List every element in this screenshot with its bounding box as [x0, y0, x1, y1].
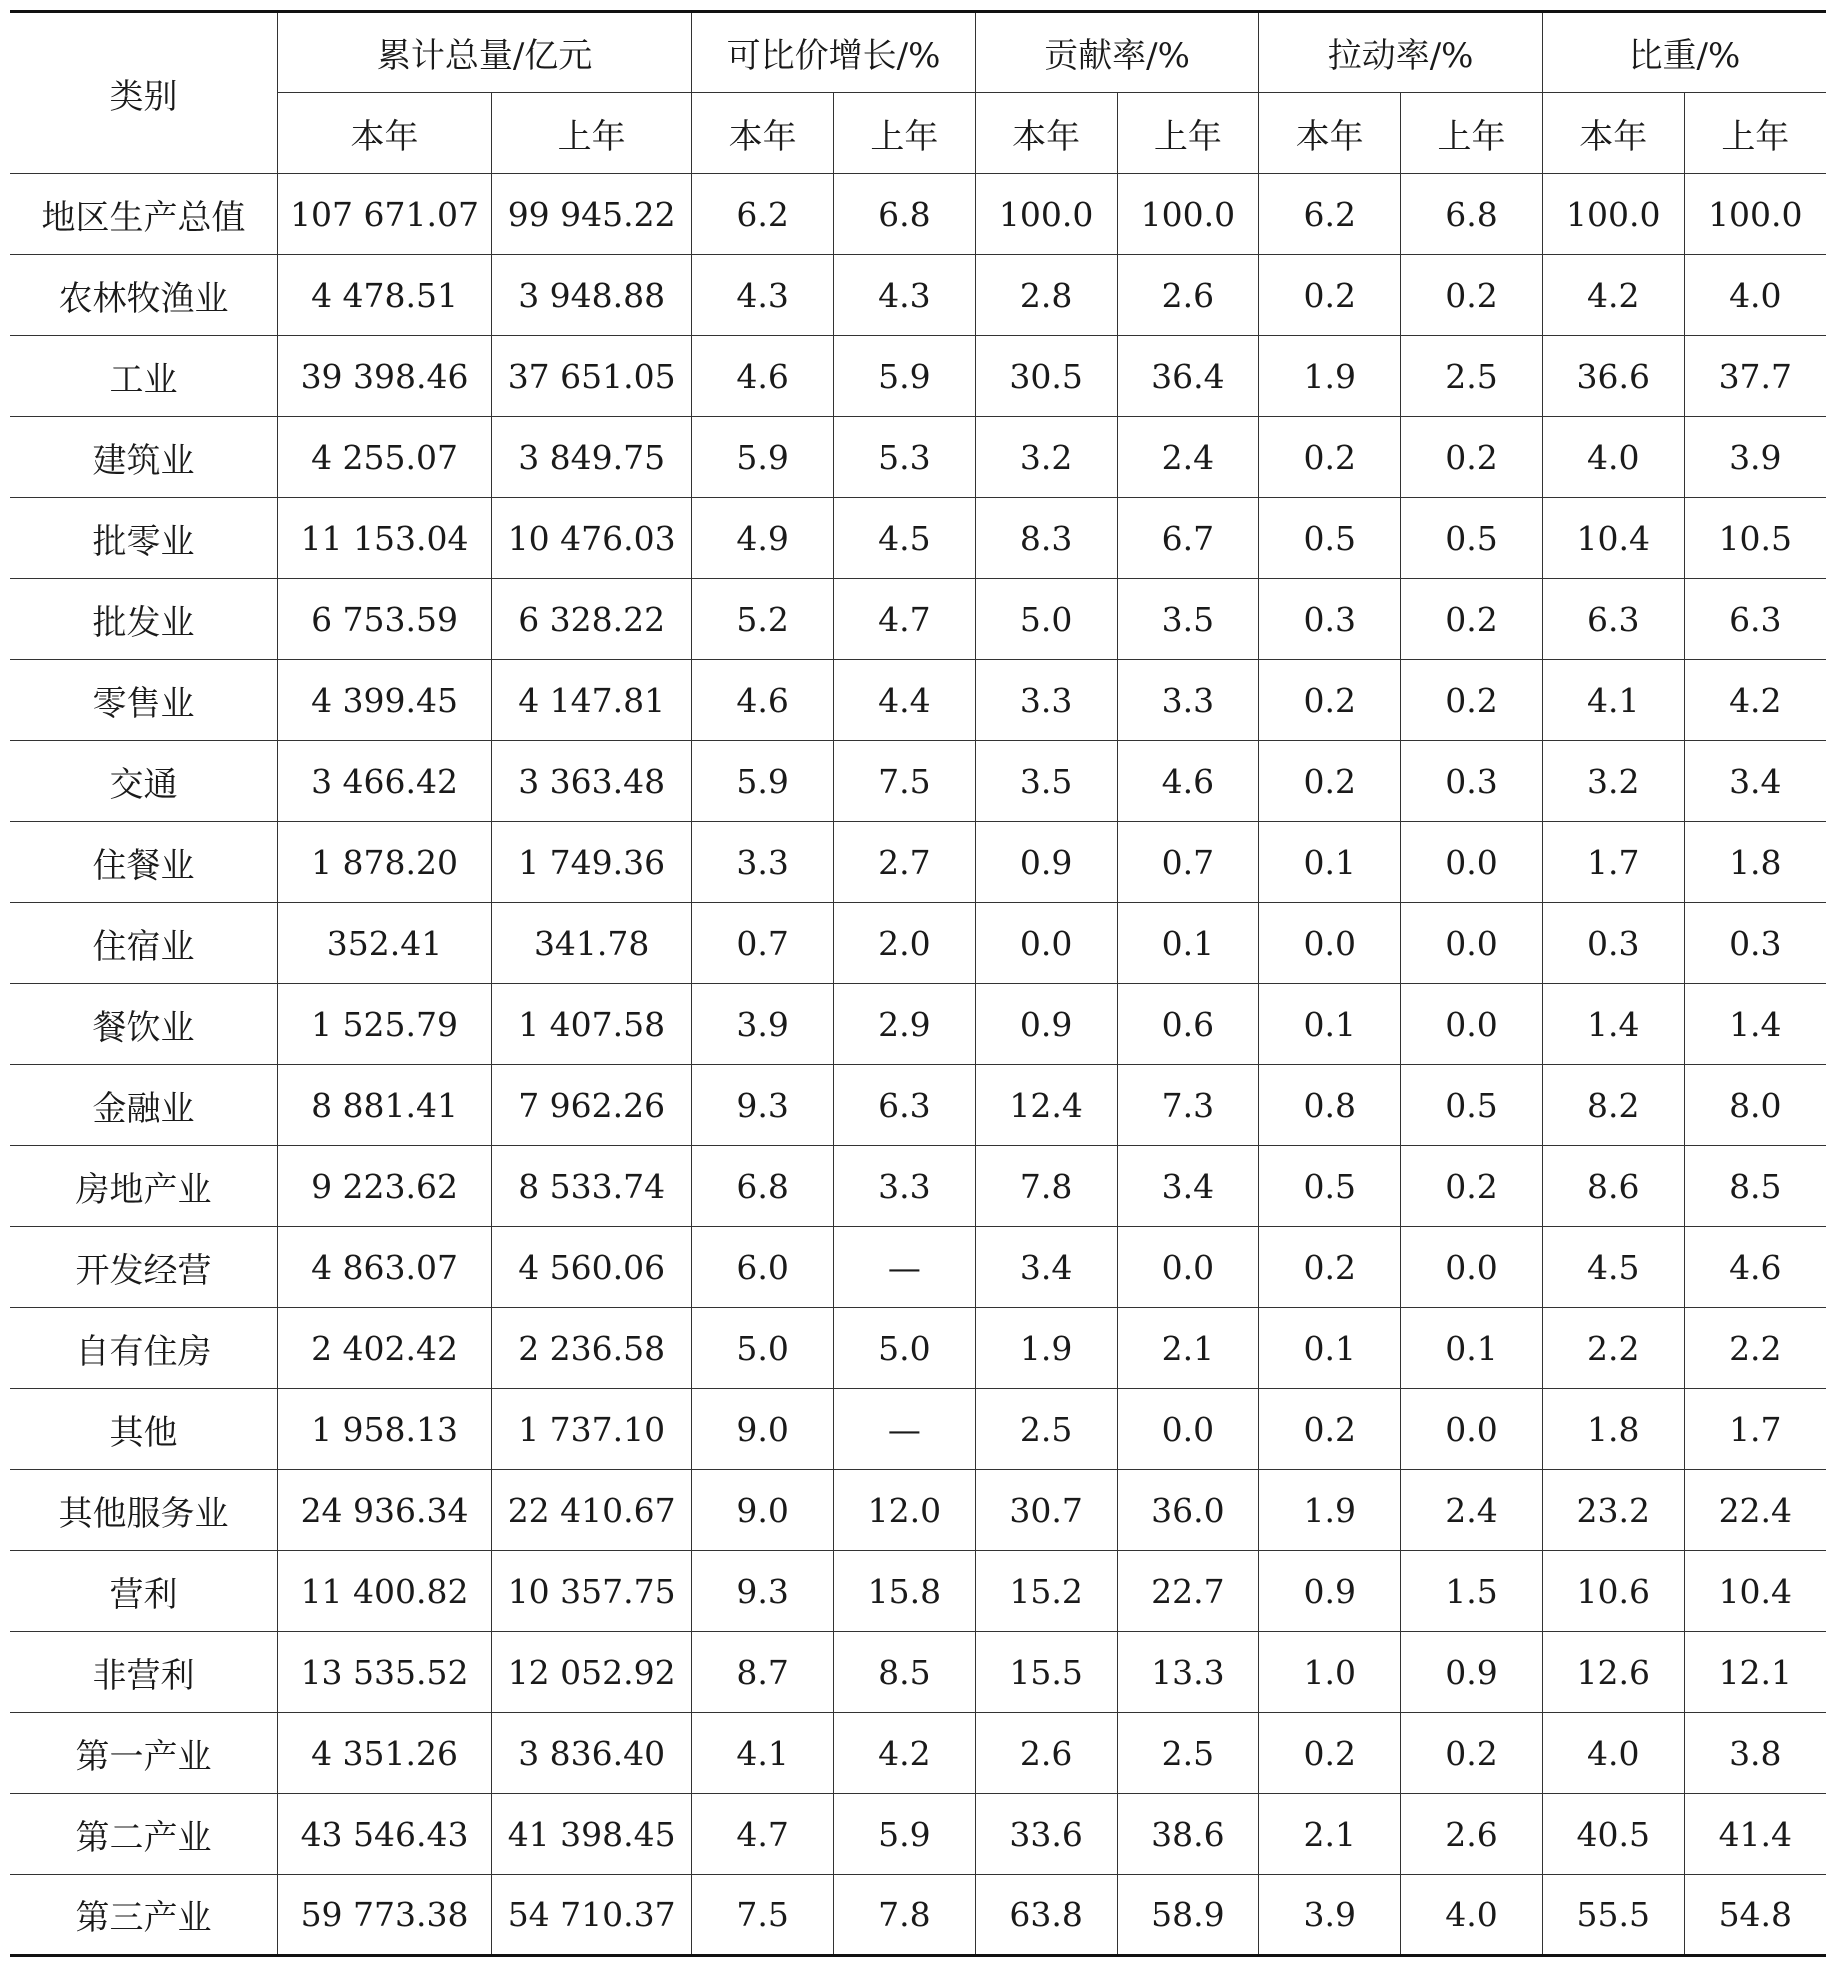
table-cell: 0.1 [1259, 822, 1401, 903]
table-cell: 3.3 [1117, 660, 1259, 741]
table-cell: 3.3 [692, 822, 834, 903]
table-row [10, 1146, 1826, 1227]
table-cell: 2.9 [833, 984, 975, 1065]
table-cell: 6.3 [1542, 579, 1684, 660]
table-cell: 3 948.88 [492, 255, 692, 336]
table-cell: 12.6 [1542, 1632, 1684, 1713]
table-cell: 36.0 [1117, 1470, 1259, 1551]
table-cell: 58.9 [1117, 1875, 1259, 1956]
table-cell: 3.9 [1259, 1875, 1401, 1956]
table-cell: 341.78 [492, 903, 692, 984]
table-cell: 0.0 [1401, 1227, 1543, 1308]
table-cell: 55.5 [1542, 1875, 1684, 1956]
row-category-label: 其他 [10, 1389, 277, 1470]
table-cell: 4.7 [692, 1794, 834, 1875]
table-cell: 2.5 [975, 1389, 1117, 1470]
table-cell: 0.0 [1117, 1389, 1259, 1470]
table-cell: 0.0 [1259, 903, 1401, 984]
table-cell: 1.8 [1542, 1389, 1684, 1470]
table-cell: 6.2 [1259, 174, 1401, 255]
table-cell: 4 399.45 [277, 660, 491, 741]
table-cell: 1.8 [1684, 822, 1826, 903]
table-cell: 99 945.22 [492, 174, 692, 255]
table-cell: 54.8 [1684, 1875, 1826, 1956]
table-cell: 2.5 [1401, 336, 1543, 417]
table-cell: 4.0 [1542, 417, 1684, 498]
table-cell: 4.2 [1684, 660, 1826, 741]
table-row [10, 903, 1826, 984]
row-category-label: 非营利 [10, 1632, 277, 1713]
table-cell: 10 476.03 [492, 498, 692, 579]
table-cell: 8.2 [1542, 1065, 1684, 1146]
table-cell: 8.3 [975, 498, 1117, 579]
table-cell: 22 410.67 [492, 1470, 692, 1551]
table-row [10, 1713, 1826, 1794]
table-cell: 2.6 [1401, 1794, 1543, 1875]
table-cell: 0.1 [1259, 1308, 1401, 1389]
table-cell: 10.4 [1542, 498, 1684, 579]
table-row [10, 1227, 1826, 1308]
data-table [10, 10, 1826, 1957]
subheader-cell: 本年 [692, 93, 834, 174]
table-cell: 1.5 [1401, 1551, 1543, 1632]
table-cell: 0.8 [1259, 1065, 1401, 1146]
table-cell: 2.8 [975, 255, 1117, 336]
table-row [10, 1875, 1826, 1956]
table-cell: 0.2 [1259, 741, 1401, 822]
row-category-label: 建筑业 [10, 417, 277, 498]
table-cell: 3 466.42 [277, 741, 491, 822]
table-cell: 22.7 [1117, 1551, 1259, 1632]
table-cell: 2.6 [975, 1713, 1117, 1794]
row-category-label: 餐饮业 [10, 984, 277, 1065]
table-cell: 12.0 [833, 1470, 975, 1551]
table-cell: 0.2 [1259, 1389, 1401, 1470]
row-category-label: 自有住房 [10, 1308, 277, 1389]
table-cell: 0.3 [1542, 903, 1684, 984]
row-category-label: 交通 [10, 741, 277, 822]
table-cell: 8.5 [1684, 1146, 1826, 1227]
subheader-cell: 上年 [492, 93, 692, 174]
table-row [10, 417, 1826, 498]
table-cell: 3.9 [692, 984, 834, 1065]
table-cell: 11 153.04 [277, 498, 491, 579]
table-cell: 38.6 [1117, 1794, 1259, 1875]
table-cell: 0.2 [1401, 255, 1543, 336]
table-cell: 1.9 [975, 1308, 1117, 1389]
table-cell: 5.9 [692, 417, 834, 498]
table-cell: 4 863.07 [277, 1227, 491, 1308]
table-cell: 36.4 [1117, 336, 1259, 417]
table-cell: 4 255.07 [277, 417, 491, 498]
table-cell: 1 407.58 [492, 984, 692, 1065]
table-row [10, 1551, 1826, 1632]
table-cell: 0.3 [1401, 741, 1543, 822]
table-row [10, 660, 1826, 741]
table-cell: 9.3 [692, 1551, 834, 1632]
table-cell: 9 223.62 [277, 1146, 491, 1227]
table-cell: 4.7 [833, 579, 975, 660]
table-cell: 1.9 [1259, 1470, 1401, 1551]
table-row [10, 1794, 1826, 1875]
row-category-label: 第三产业 [10, 1875, 277, 1956]
table-cell: 10.6 [1542, 1551, 1684, 1632]
table-cell: 1.7 [1542, 822, 1684, 903]
table-cell: 43 546.43 [277, 1794, 491, 1875]
subheader-cell: 本年 [1259, 93, 1401, 174]
table-cell: 3.8 [1684, 1713, 1826, 1794]
table-cell: 2.1 [1117, 1308, 1259, 1389]
table-cell: 0.5 [1401, 1065, 1543, 1146]
table-cell: 15.5 [975, 1632, 1117, 1713]
table-cell: 37 651.05 [492, 336, 692, 417]
table-cell: 3 849.75 [492, 417, 692, 498]
table-cell: 4 147.81 [492, 660, 692, 741]
table-cell: 3.2 [1542, 741, 1684, 822]
table-cell: 4 478.51 [277, 255, 491, 336]
table-cell: 0.2 [1401, 579, 1543, 660]
table-cell: 8 881.41 [277, 1065, 491, 1146]
table-cell: 0.6 [1117, 984, 1259, 1065]
header-row-years [10, 93, 1826, 174]
table-cell: 2.6 [1117, 255, 1259, 336]
table-cell: 0.2 [1259, 255, 1401, 336]
group-header-pull: 拉动率/% [1259, 12, 1543, 93]
table-cell: — [833, 1389, 975, 1470]
subheader-cell: 上年 [1117, 93, 1259, 174]
table-cell: 100.0 [1117, 174, 1259, 255]
group-header-total: 累计总量/亿元 [277, 12, 691, 93]
table-cell: 5.2 [692, 579, 834, 660]
table-cell: 6.0 [692, 1227, 834, 1308]
table-cell: 10.4 [1684, 1551, 1826, 1632]
table-cell: 22.4 [1684, 1470, 1826, 1551]
table-cell: 24 936.34 [277, 1470, 491, 1551]
table-cell: 5.0 [975, 579, 1117, 660]
table-cell: 39 398.46 [277, 336, 491, 417]
table-cell: 1 878.20 [277, 822, 491, 903]
table-cell: 4 560.06 [492, 1227, 692, 1308]
table-row [10, 255, 1826, 336]
table-cell: 3.4 [1684, 741, 1826, 822]
table-row [10, 1308, 1826, 1389]
table-cell: 41 398.45 [492, 1794, 692, 1875]
table-cell: 1.7 [1684, 1389, 1826, 1470]
table-cell: 3.3 [833, 1146, 975, 1227]
table-cell: 0.9 [975, 984, 1117, 1065]
table-cell: 7.5 [692, 1875, 834, 1956]
row-category-label: 房地产业 [10, 1146, 277, 1227]
table-cell: 0.7 [1117, 822, 1259, 903]
table-cell: 0.2 [1259, 1227, 1401, 1308]
table-cell: 1 958.13 [277, 1389, 491, 1470]
table-cell: 2.0 [833, 903, 975, 984]
table-cell: — [833, 1227, 975, 1308]
table-cell: 0.0 [1401, 984, 1543, 1065]
table-cell: 4.5 [1542, 1227, 1684, 1308]
table-cell: 0.0 [1401, 822, 1543, 903]
row-category-label: 第二产业 [10, 1794, 277, 1875]
table-cell: 6.8 [1401, 174, 1543, 255]
table-cell: 6.7 [1117, 498, 1259, 579]
row-category-label: 批发业 [10, 579, 277, 660]
table-cell: 100.0 [1684, 174, 1826, 255]
group-header-growth: 可比价增长/% [692, 12, 976, 93]
subheader-cell: 本年 [975, 93, 1117, 174]
table-cell: 13 535.52 [277, 1632, 491, 1713]
table-cell: 12.1 [1684, 1632, 1826, 1713]
table-cell: 8.0 [1684, 1065, 1826, 1146]
table-cell: 2.2 [1542, 1308, 1684, 1389]
table-cell: 9.0 [692, 1470, 834, 1551]
subheader-cell: 本年 [277, 93, 491, 174]
table-row [10, 1065, 1826, 1146]
table-cell: 6.3 [1684, 579, 1826, 660]
table-cell: 7.8 [975, 1146, 1117, 1227]
table-cell: 7 962.26 [492, 1065, 692, 1146]
table-cell: 1 737.10 [492, 1389, 692, 1470]
table-cell: 30.7 [975, 1470, 1117, 1551]
table-cell: 5.9 [692, 741, 834, 822]
row-category-label: 金融业 [10, 1065, 277, 1146]
subheader-cell: 上年 [833, 93, 975, 174]
table-cell: 33.6 [975, 1794, 1117, 1875]
group-header-contribution: 贡献率/% [975, 12, 1259, 93]
table-cell: 5.9 [833, 1794, 975, 1875]
table-cell: 0.2 [1401, 660, 1543, 741]
table-cell: 7.5 [833, 741, 975, 822]
table-cell: 3.3 [975, 660, 1117, 741]
table-cell: 63.8 [975, 1875, 1117, 1956]
table-header [10, 12, 1826, 174]
table-cell: 0.2 [1401, 1713, 1543, 1794]
table-cell: 9.0 [692, 1389, 834, 1470]
table-cell: 4.0 [1542, 1713, 1684, 1794]
table-cell: 6.3 [833, 1065, 975, 1146]
table-cell: 4.1 [692, 1713, 834, 1794]
row-category-label: 住餐业 [10, 822, 277, 903]
table-row [10, 984, 1826, 1065]
row-category-label: 营利 [10, 1551, 277, 1632]
table-cell: 1 749.36 [492, 822, 692, 903]
table-cell: 0.1 [1117, 903, 1259, 984]
table-cell: 8.7 [692, 1632, 834, 1713]
table-cell: 107 671.07 [277, 174, 491, 255]
table-cell: 12 052.92 [492, 1632, 692, 1713]
row-category-label: 地区生产总值 [10, 174, 277, 255]
table-row [10, 1470, 1826, 1551]
table-cell: 15.8 [833, 1551, 975, 1632]
table-cell: 4.0 [1684, 255, 1826, 336]
table-cell: 7.3 [1117, 1065, 1259, 1146]
table-cell: 37.7 [1684, 336, 1826, 417]
table-cell: 5.0 [692, 1308, 834, 1389]
table-cell: 9.3 [692, 1065, 834, 1146]
table-cell: 1.9 [1259, 336, 1401, 417]
table-cell: 2 236.58 [492, 1308, 692, 1389]
subheader-cell: 上年 [1684, 93, 1826, 174]
table-cell: 0.1 [1259, 984, 1401, 1065]
table-cell: 10.5 [1684, 498, 1826, 579]
table-cell: 352.41 [277, 903, 491, 984]
table-cell: 6.2 [692, 174, 834, 255]
table-row [10, 579, 1826, 660]
table-cell: 7.8 [833, 1875, 975, 1956]
table-cell: 4.6 [1684, 1227, 1826, 1308]
table-cell: 2.4 [1401, 1470, 1543, 1551]
table-cell: 0.2 [1401, 417, 1543, 498]
table-cell: 100.0 [1542, 174, 1684, 255]
table-row [10, 741, 1826, 822]
subheader-cell: 本年 [1542, 93, 1684, 174]
table-cell: 0.3 [1259, 579, 1401, 660]
header-row-groups [10, 12, 1826, 93]
table-cell: 6 753.59 [277, 579, 491, 660]
category-header: 类别 [10, 12, 277, 174]
table-cell: 40.5 [1542, 1794, 1684, 1875]
table-cell: 6.8 [833, 174, 975, 255]
table-cell: 4.4 [833, 660, 975, 741]
table-cell: 2.1 [1259, 1794, 1401, 1875]
table-cell: 30.5 [975, 336, 1117, 417]
table-cell: 4.0 [1401, 1875, 1543, 1956]
group-header-share: 比重/% [1542, 12, 1826, 93]
table-cell: 0.2 [1259, 417, 1401, 498]
row-category-label: 零售业 [10, 660, 277, 741]
row-category-label: 住宿业 [10, 903, 277, 984]
table-cell: 4.1 [1542, 660, 1684, 741]
table-cell: 0.9 [1259, 1551, 1401, 1632]
table-cell: 0.2 [1259, 1713, 1401, 1794]
table-cell: 0.0 [975, 903, 1117, 984]
table-cell: 0.0 [1117, 1227, 1259, 1308]
table-cell: 23.2 [1542, 1470, 1684, 1551]
table-cell: 13.3 [1117, 1632, 1259, 1713]
table-row [10, 174, 1826, 255]
table-cell: 4.6 [1117, 741, 1259, 822]
table-row [10, 336, 1826, 417]
table-cell: 11 400.82 [277, 1551, 491, 1632]
table-row [10, 1632, 1826, 1713]
row-category-label: 开发经营 [10, 1227, 277, 1308]
table-cell: 8.6 [1542, 1146, 1684, 1227]
table-cell: 3.5 [1117, 579, 1259, 660]
table-cell: 0.0 [1401, 1389, 1543, 1470]
table-cell: 4.5 [833, 498, 975, 579]
table-cell: 5.3 [833, 417, 975, 498]
table-cell: 0.5 [1259, 1146, 1401, 1227]
table-cell: 0.0 [1401, 903, 1543, 984]
row-category-label: 第一产业 [10, 1713, 277, 1794]
table-cell: 8 533.74 [492, 1146, 692, 1227]
table-cell: 41.4 [1684, 1794, 1826, 1875]
table-cell: 36.6 [1542, 336, 1684, 417]
table-cell: 2.5 [1117, 1713, 1259, 1794]
subheader-cell: 上年 [1401, 93, 1543, 174]
table-cell: 4.6 [692, 336, 834, 417]
table-cell: 4 351.26 [277, 1713, 491, 1794]
table-cell: 0.1 [1401, 1308, 1543, 1389]
table-cell: 2.7 [833, 822, 975, 903]
table-cell: 2 402.42 [277, 1308, 491, 1389]
table-cell: 3.9 [1684, 417, 1826, 498]
table-cell: 54 710.37 [492, 1875, 692, 1956]
table-cell: 12.4 [975, 1065, 1117, 1146]
table-cell: 3.4 [1117, 1146, 1259, 1227]
table-cell: 3.2 [975, 417, 1117, 498]
table-cell: 0.3 [1684, 903, 1826, 984]
table-cell: 4.2 [833, 1713, 975, 1794]
table-cell: 15.2 [975, 1551, 1117, 1632]
table-cell: 4.3 [833, 255, 975, 336]
table-cell: 3.4 [975, 1227, 1117, 1308]
table-cell: 4.2 [1542, 255, 1684, 336]
table-body [10, 174, 1826, 1956]
table-cell: 4.6 [692, 660, 834, 741]
table-cell: 2.4 [1117, 417, 1259, 498]
table-cell: 3.5 [975, 741, 1117, 822]
row-category-label: 农林牧渔业 [10, 255, 277, 336]
table-cell: 4.3 [692, 255, 834, 336]
table-cell: 59 773.38 [277, 1875, 491, 1956]
table-cell: 0.5 [1259, 498, 1401, 579]
table-row [10, 1389, 1826, 1470]
table-cell: 0.2 [1259, 660, 1401, 741]
table-cell: 1.4 [1542, 984, 1684, 1065]
table-cell: 3 363.48 [492, 741, 692, 822]
table-cell: 0.9 [975, 822, 1117, 903]
table-cell: 6 328.22 [492, 579, 692, 660]
table-cell: 2.2 [1684, 1308, 1826, 1389]
table-cell: 5.0 [833, 1308, 975, 1389]
table-cell: 6.8 [692, 1146, 834, 1227]
table-row [10, 822, 1826, 903]
table-cell: 8.5 [833, 1632, 975, 1713]
table-cell: 100.0 [975, 174, 1117, 255]
table-cell: 0.5 [1401, 498, 1543, 579]
table-cell: 1 525.79 [277, 984, 491, 1065]
table-row [10, 498, 1826, 579]
row-category-label: 其他服务业 [10, 1470, 277, 1551]
table-cell: 4.9 [692, 498, 834, 579]
table-cell: 1.4 [1684, 984, 1826, 1065]
table-cell: 5.9 [833, 336, 975, 417]
table-cell: 0.9 [1401, 1632, 1543, 1713]
table-cell: 3 836.40 [492, 1713, 692, 1794]
table-cell: 0.2 [1401, 1146, 1543, 1227]
row-category-label: 工业 [10, 336, 277, 417]
row-category-label: 批零业 [10, 498, 277, 579]
table-cell: 1.0 [1259, 1632, 1401, 1713]
table-cell: 10 357.75 [492, 1551, 692, 1632]
table-cell: 0.7 [692, 903, 834, 984]
